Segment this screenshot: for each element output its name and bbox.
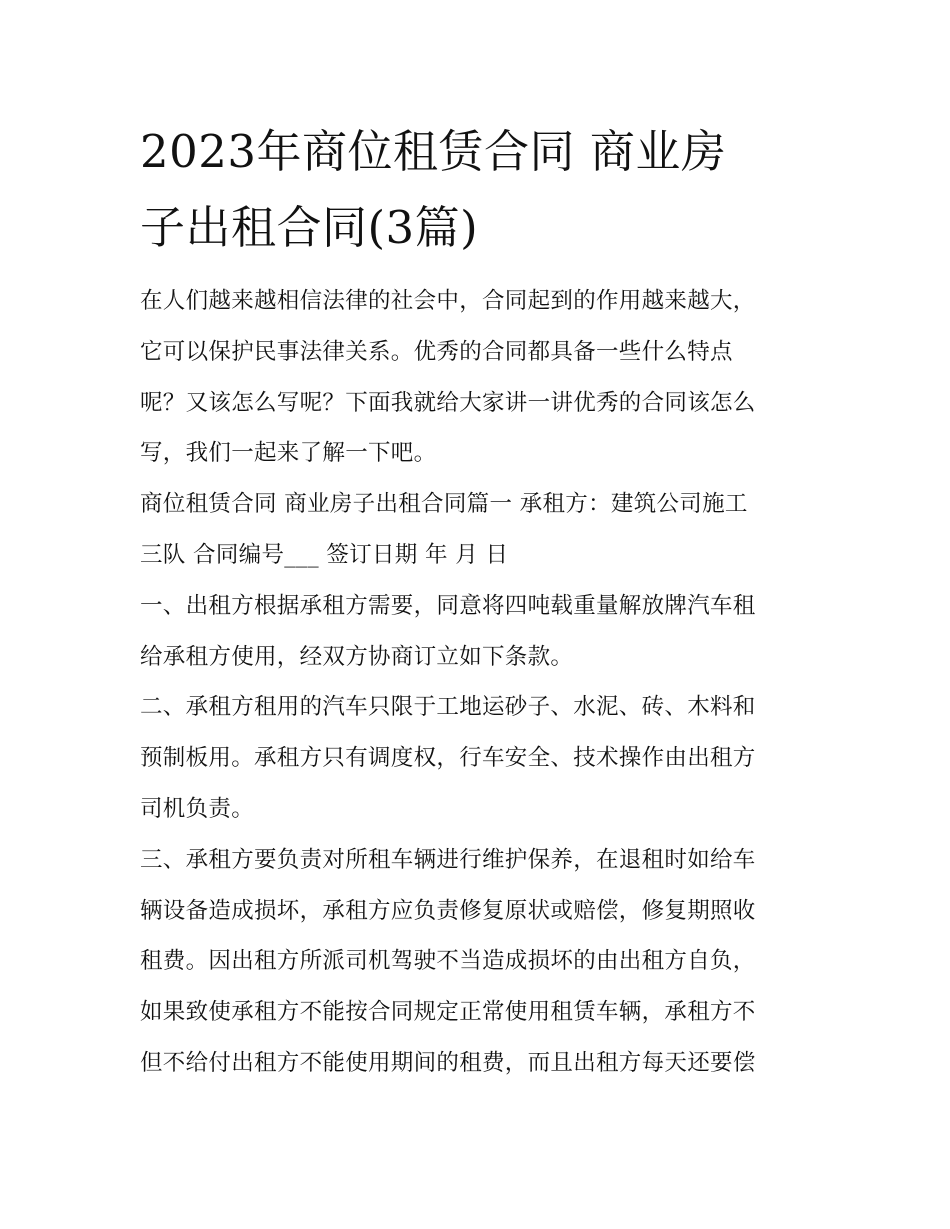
clause-three-paragraph: [140, 835, 820, 1089]
text-line: 二、承租方租用的汽车只限于工地运砂子、水泥、砖、木料和: [140, 694, 756, 721]
text-line: 如果致使承租方不能按合同规定正常使用租赁车辆，承租方不: [140, 999, 756, 1026]
document-title: [140, 114, 820, 266]
text-line: 预制板用。承租方只有调度权，行车安全、技术操作由出租方: [140, 745, 756, 772]
text-line: 在人们越来越相信法律的社会中，合同起到的作用越来越大，: [140, 288, 756, 314]
text-line: 写，我们一起来了解一下吧。: [140, 440, 437, 467]
document-body: [140, 276, 820, 1089]
text-line: 辆设备造成损坏，承租方应负责修复原状或赔偿，修复期照收: [140, 897, 756, 924]
contract-header-paragraph: [140, 479, 820, 581]
title-line: 子出租合同(3篇): [140, 201, 479, 254]
text-line: 司机负责。: [140, 795, 255, 822]
text-line: 三队 合同编号___ 签订日期 年 月 日: [140, 541, 509, 568]
text-line: 三、承租方要负责对所租车辆进行维护保养，在退租时如给车: [140, 846, 756, 873]
intro-paragraph: [140, 276, 820, 479]
clause-two-paragraph: [140, 682, 820, 834]
title-line: 2023年商位租赁合同 商业房: [140, 125, 727, 178]
text-line: 给承租方使用，经双方协商订立如下条款。: [140, 643, 574, 670]
text-line: 一、出租方根据承租方需要，同意将四吨载重量解放牌汽车租: [140, 592, 756, 619]
text-line: 商位租赁合同 商业房子出租合同篇一 承租方：建筑公司施工: [140, 491, 748, 518]
clause-one-paragraph: [140, 581, 820, 683]
text-line: 呢？又该怎么写呢？下面我就给大家讲一讲优秀的合同该怎么: [140, 389, 756, 416]
text-line: 租费。因出租方所派司机驾驶不当造成损坏的由出租方自负，: [140, 948, 756, 975]
text-line: 但不给付出租方不能使用期间的租费，而且出租方每天还要偿: [140, 1049, 756, 1076]
text-line: 它可以保护民事法律关系。优秀的合同都具备一些什么特点: [140, 338, 733, 365]
